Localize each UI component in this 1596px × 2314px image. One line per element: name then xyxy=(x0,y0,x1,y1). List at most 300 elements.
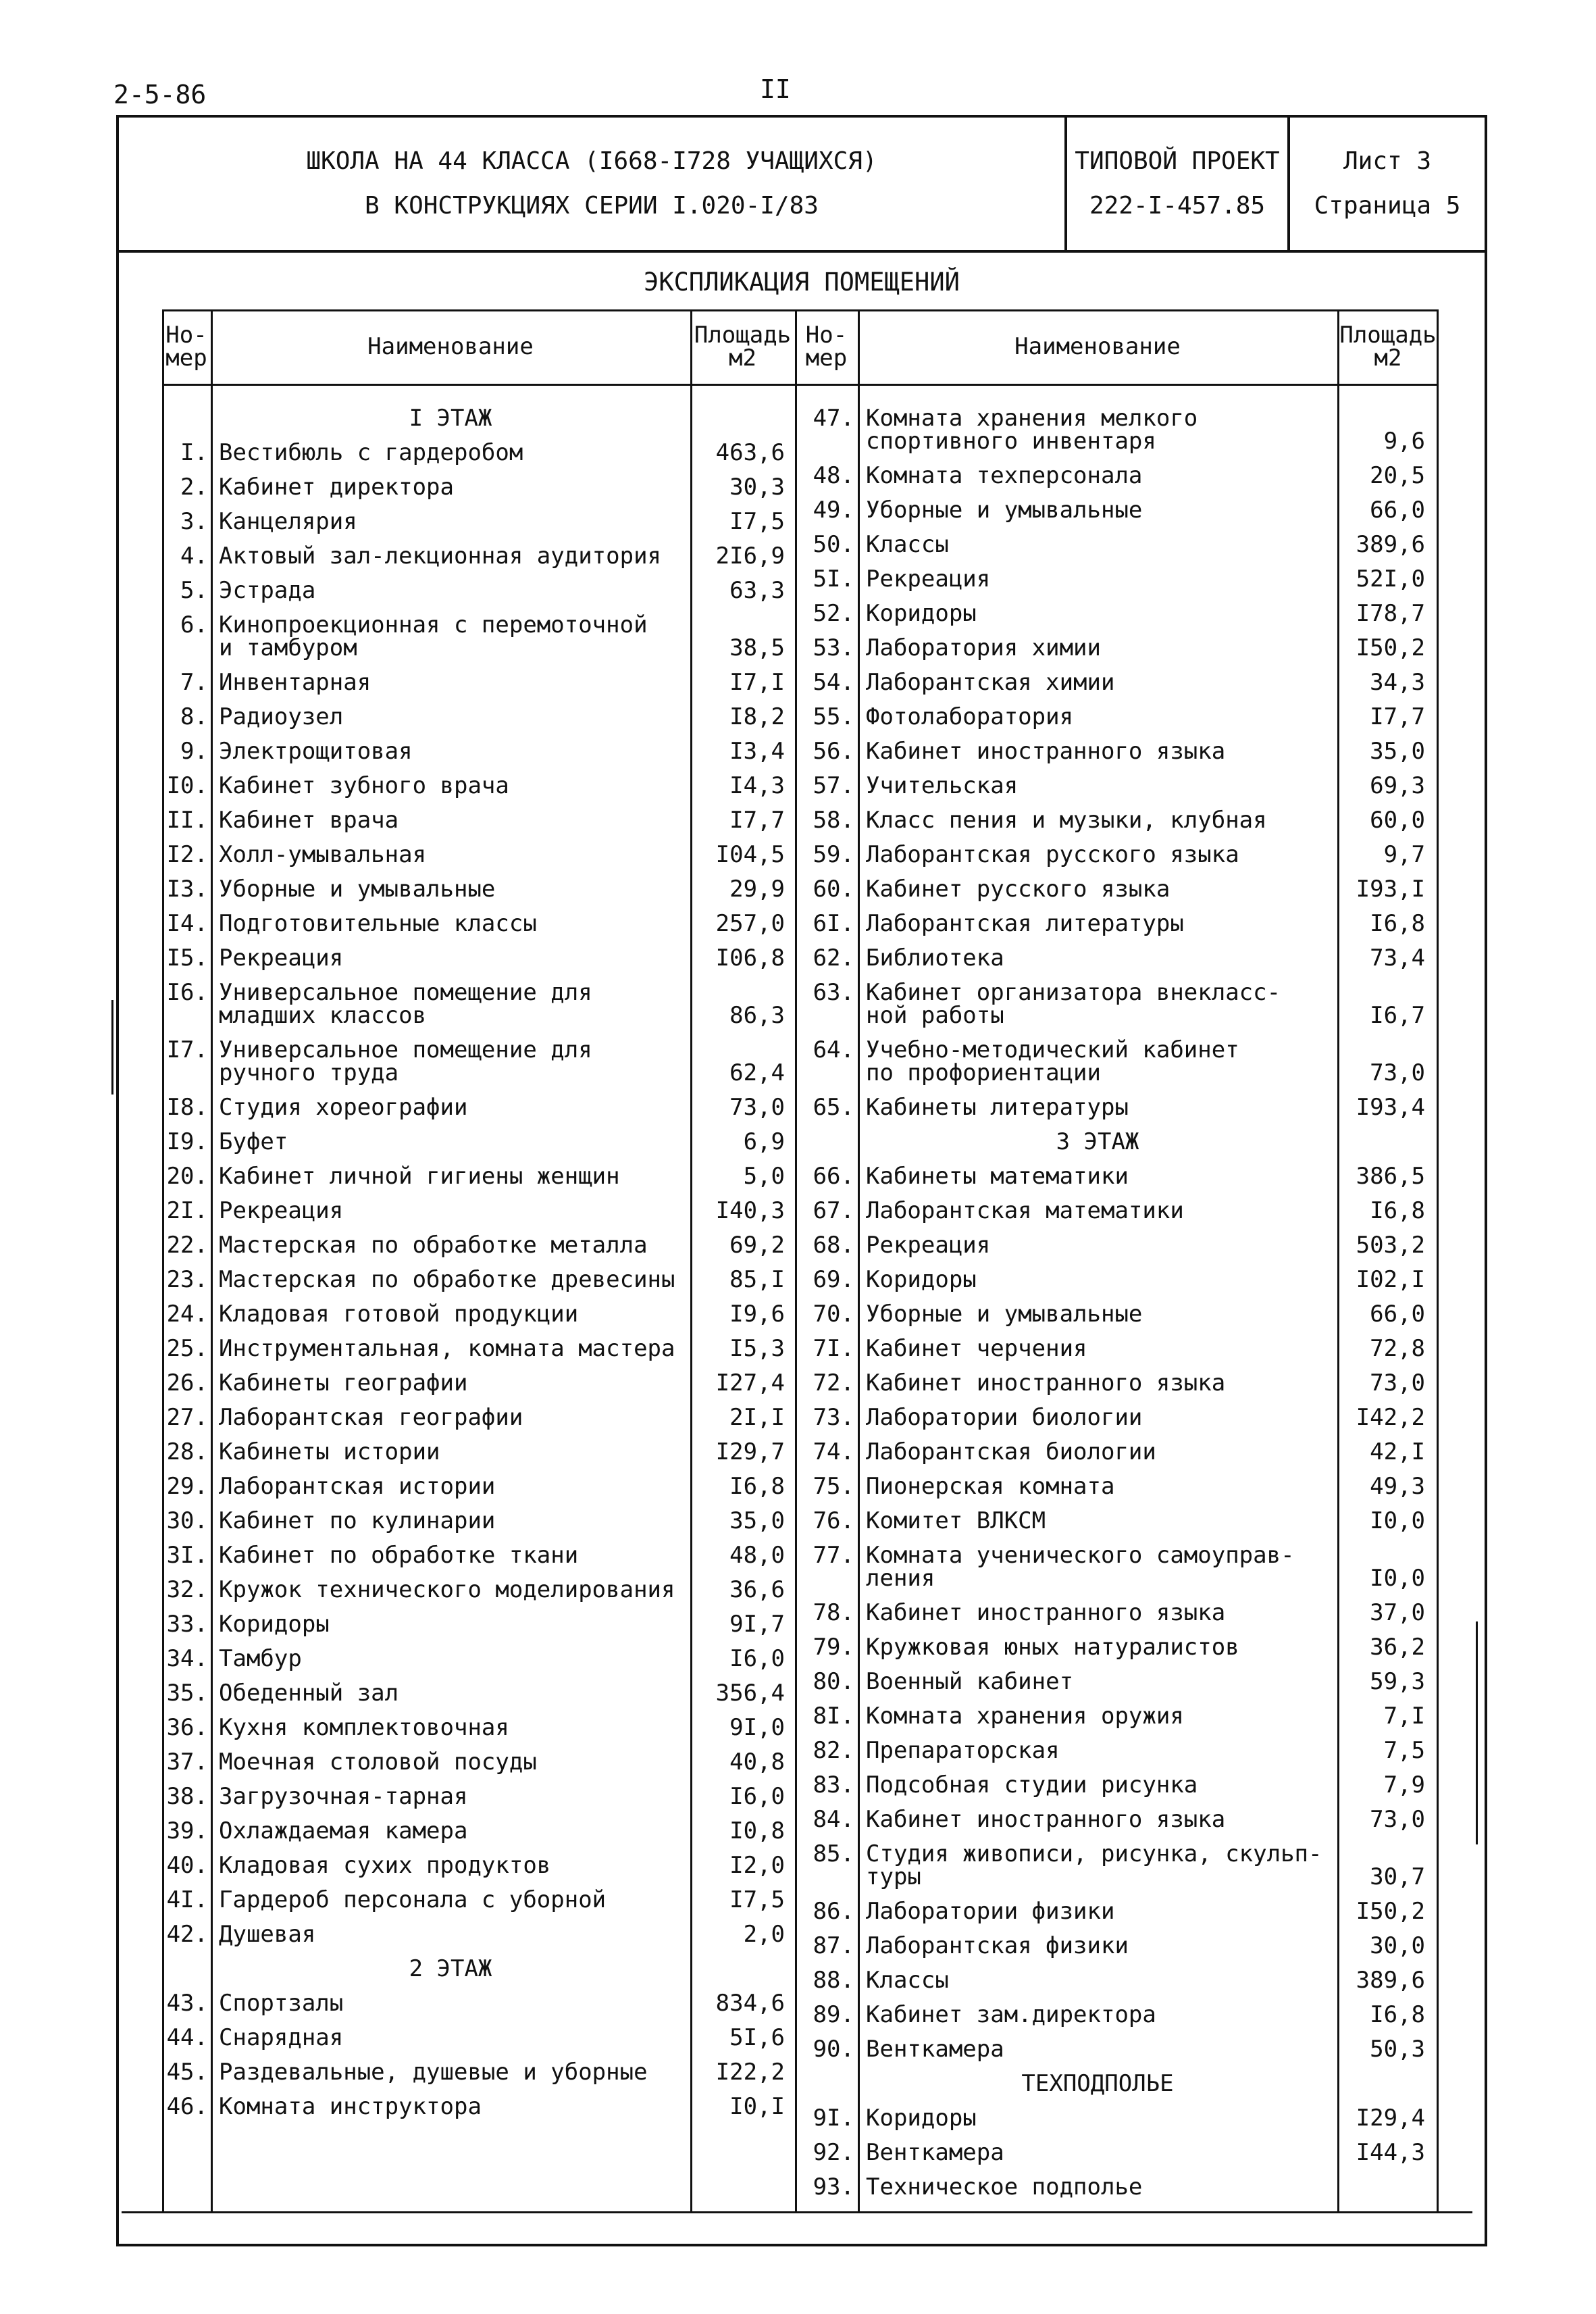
room-number: 76. xyxy=(813,1507,854,1534)
room-number: 2I. xyxy=(166,1197,208,1224)
room-name: Лаборантская русского языка xyxy=(866,841,1239,868)
room-number: 5. xyxy=(180,577,208,604)
room-name: Актовый зал-лекционная аудитория xyxy=(219,543,662,570)
room-area: I4,3 xyxy=(729,772,785,799)
room-number: 64. xyxy=(813,1036,854,1063)
room-number: II. xyxy=(166,807,208,834)
col-header-area-right xyxy=(1337,309,1439,384)
room-name: Эстрада xyxy=(219,577,316,604)
col-divider xyxy=(858,309,860,2211)
room-number: 29. xyxy=(166,1473,208,1500)
room-area: 389,6 xyxy=(1356,531,1425,558)
room-area: 30,7 xyxy=(1370,1863,1425,1890)
table-top-border xyxy=(162,309,1439,311)
room-number: 67. xyxy=(813,1197,854,1224)
sheet-cell xyxy=(1287,118,1485,250)
room-number: 43. xyxy=(166,1990,208,2017)
room-number: 63. xyxy=(813,979,854,1006)
room-area: 30,3 xyxy=(729,474,785,501)
col-header-number-line1: Но- xyxy=(165,322,207,349)
room-number: 57. xyxy=(813,772,854,799)
room-area: 7,5 xyxy=(1383,1737,1425,1764)
room-number: 6. xyxy=(180,611,208,638)
room-name: Комната хранения мелкого xyxy=(866,405,1198,432)
room-number: 73. xyxy=(813,1404,854,1431)
room-number: 66. xyxy=(813,1163,854,1190)
page-label: Страница 5 xyxy=(1314,192,1461,220)
room-name: Тамбур xyxy=(219,1645,302,1672)
table-bottom-border xyxy=(122,2211,1472,2213)
room-number: 27. xyxy=(166,1404,208,1431)
room-name-continuation: и тамбуром xyxy=(219,634,357,661)
col-header-area-line2: м2 xyxy=(729,345,756,372)
room-number: 47. xyxy=(813,405,854,432)
room-name: Кабинеты литературы xyxy=(866,1094,1129,1121)
col-header-name: Наименование xyxy=(1014,333,1181,360)
col-divider xyxy=(795,309,797,2211)
room-number: 4I. xyxy=(166,1886,208,1913)
room-area: 9I,0 xyxy=(729,1714,785,1741)
room-name: Коридоры xyxy=(219,1611,330,1638)
room-area: 59,3 xyxy=(1370,1668,1425,1695)
room-name: Коридоры xyxy=(866,600,977,627)
room-name: Кабинет директора xyxy=(219,474,454,501)
room-number: 89. xyxy=(813,2001,854,2028)
room-area: 30,0 xyxy=(1370,1932,1425,1959)
room-area: I04,5 xyxy=(715,841,785,868)
room-name: Учительская xyxy=(866,772,1019,799)
room-name: Фотолаборатория xyxy=(866,703,1074,730)
room-name: Кабинет иностранного языка xyxy=(866,1599,1226,1626)
room-area: 40,8 xyxy=(729,1749,785,1776)
room-name: Уборные и умывальные xyxy=(866,497,1143,524)
document-code: 2-5-86 xyxy=(113,80,207,109)
room-area: I50,2 xyxy=(1356,1898,1425,1925)
room-number: 50. xyxy=(813,531,854,558)
room-number: 46. xyxy=(166,2093,208,2120)
col-divider xyxy=(1337,309,1339,2211)
floor-section-heading: I ЭТАЖ xyxy=(409,405,492,432)
room-number: 59. xyxy=(813,841,854,868)
room-number: I8. xyxy=(166,1094,208,1121)
room-number: 26. xyxy=(166,1369,208,1397)
room-area: I6,0 xyxy=(729,1645,785,1672)
title-block xyxy=(119,118,1485,253)
room-name: Охлаждаемая камера xyxy=(219,1817,468,1844)
room-area: 36,6 xyxy=(729,1576,785,1603)
room-name-continuation: спортивного инвентаря xyxy=(866,428,1156,455)
room-area: 463,6 xyxy=(715,439,785,466)
room-number: 3. xyxy=(180,508,208,535)
room-name: Военный кабинет xyxy=(866,1668,1074,1695)
room-number: 9. xyxy=(180,738,208,765)
room-number: 93. xyxy=(813,2173,854,2200)
margin-mark-left xyxy=(111,1000,113,1095)
room-area: I7,7 xyxy=(729,807,785,834)
room-name: Кабинет врача xyxy=(219,807,399,834)
room-number: 48. xyxy=(813,462,854,489)
room-area: 37,0 xyxy=(1370,1599,1425,1626)
room-name: Классы xyxy=(866,1967,949,1994)
room-area: I8,2 xyxy=(729,703,785,730)
col-header-number-right xyxy=(795,309,858,384)
room-name: Комната инструктора xyxy=(219,2093,482,2120)
room-number: 72. xyxy=(813,1369,854,1397)
room-number: 24. xyxy=(166,1301,208,1328)
room-number: 40. xyxy=(166,1852,208,1879)
room-number: 4. xyxy=(180,543,208,570)
room-area: 72,8 xyxy=(1370,1335,1425,1362)
room-area: I7,5 xyxy=(729,508,785,535)
room-area: 52I,0 xyxy=(1356,565,1425,593)
room-number: I2. xyxy=(166,841,208,868)
standard-project-cell xyxy=(1064,118,1287,250)
room-number: 8I. xyxy=(813,1703,854,1730)
room-area: 48,0 xyxy=(729,1542,785,1569)
room-number: 37. xyxy=(166,1749,208,1776)
room-area: 34,3 xyxy=(1370,669,1425,696)
room-name: Лаборантская математики xyxy=(866,1197,1184,1224)
room-name: Кабинет русского языка xyxy=(866,876,1170,903)
room-area: I06,8 xyxy=(715,945,785,972)
room-area: 36,2 xyxy=(1370,1634,1425,1661)
room-name: Уборные и умывальные xyxy=(866,1301,1143,1328)
room-area: 73,0 xyxy=(1370,1806,1425,1833)
room-name: Рекреация xyxy=(219,1197,344,1224)
room-name: Лаборантская биологии xyxy=(866,1438,1156,1465)
room-number: 78. xyxy=(813,1599,854,1626)
room-name: Универсальное помещение для xyxy=(219,979,592,1006)
room-name: Уборные и умывальные xyxy=(219,876,496,903)
room-number: 35. xyxy=(166,1680,208,1707)
room-name: Кабинет организатора внекласс- xyxy=(866,979,1281,1006)
page-number: II xyxy=(760,74,791,104)
col-header-area-line1: Площадь xyxy=(694,322,792,349)
room-area: 9,7 xyxy=(1383,841,1425,868)
room-area: 73,0 xyxy=(729,1094,785,1121)
room-name: Душевая xyxy=(219,1921,316,1948)
rooms-table xyxy=(162,309,1439,2211)
room-area: 69,2 xyxy=(729,1232,785,1259)
project-title-line1: ШКОЛА НА 44 КЛАССА (I668-I728 УЧАЩИХСЯ) xyxy=(306,147,877,175)
room-area: 29,9 xyxy=(729,876,785,903)
room-number: 23. xyxy=(166,1266,208,1293)
room-name: Лаборантская химии xyxy=(866,669,1115,696)
room-area: I2,0 xyxy=(729,1852,785,1879)
room-area: I0,8 xyxy=(729,1817,785,1844)
room-number: 33. xyxy=(166,1611,208,1638)
room-name: Классы xyxy=(866,531,949,558)
col-header-area-left xyxy=(690,309,795,384)
room-number: I0. xyxy=(166,772,208,799)
col-header-number-line1: Но- xyxy=(805,322,848,349)
room-area: I6,8 xyxy=(1370,2001,1425,2028)
room-name: Электрощитовая xyxy=(219,738,413,765)
col-divider xyxy=(1437,309,1439,2211)
room-number: 60. xyxy=(813,876,854,903)
col-header-name-right xyxy=(858,309,1337,384)
room-area: I0,0 xyxy=(1370,1565,1425,1592)
col-header-number-line2: мер xyxy=(165,345,207,372)
room-name: Лаборантская физики xyxy=(866,1932,1129,1959)
room-name: Кабинет зубного врача xyxy=(219,772,509,799)
room-name: Кладовая готовой продукции xyxy=(219,1301,579,1328)
room-number: 62. xyxy=(813,945,854,972)
room-name: Кладовая сухих продуктов xyxy=(219,1852,551,1879)
room-name: Инвентарная xyxy=(219,669,371,696)
room-number: 88. xyxy=(813,1967,854,1994)
room-number: 20. xyxy=(166,1163,208,1190)
room-name-continuation: по профориентации xyxy=(866,1059,1101,1086)
room-area: I9,6 xyxy=(729,1301,785,1328)
room-name: Пионерская комната xyxy=(866,1473,1115,1500)
room-name: Подсобная студии рисунка xyxy=(866,1771,1198,1799)
room-area: 257,0 xyxy=(715,910,785,937)
room-area: 389,6 xyxy=(1356,1967,1425,1994)
room-area: 49,3 xyxy=(1370,1473,1425,1500)
room-name: Кабинет иностранного языка xyxy=(866,738,1226,765)
room-name: Подготовительные классы xyxy=(219,910,537,937)
room-number: 54. xyxy=(813,669,854,696)
room-name: Комната ученического самоуправ- xyxy=(866,1542,1295,1569)
project-title-line2: В КОНСТРУКЦИЯХ СЕРИИ I.020-I/83 xyxy=(365,192,819,220)
room-name: Вестибюль с гардеробом xyxy=(219,439,523,466)
room-area: I50,2 xyxy=(1356,634,1425,661)
room-area: I6,8 xyxy=(1370,1197,1425,1224)
room-area: I6,8 xyxy=(1370,910,1425,937)
room-number: 28. xyxy=(166,1438,208,1465)
room-name-continuation: ручного труда xyxy=(219,1059,399,1086)
room-name: Кабинет по кулинарии xyxy=(219,1507,496,1534)
room-name: Кабинеты географии xyxy=(219,1369,468,1397)
room-area: I78,7 xyxy=(1356,600,1425,627)
room-area: I27,4 xyxy=(715,1369,785,1397)
room-area: 2,0 xyxy=(743,1921,785,1948)
room-number: 22. xyxy=(166,1232,208,1259)
room-number: 82. xyxy=(813,1737,854,1764)
room-name: Радиоузел xyxy=(219,703,344,730)
room-number: 36. xyxy=(166,1714,208,1741)
room-area: I29,7 xyxy=(715,1438,785,1465)
room-name: Комната техперсонала xyxy=(866,462,1143,489)
room-number: 44. xyxy=(166,2024,208,2051)
room-name: Класс пения и музыки, клубная xyxy=(866,807,1267,834)
room-number: 34. xyxy=(166,1645,208,1672)
room-area: I44,3 xyxy=(1356,2139,1425,2166)
room-name: Коридоры xyxy=(866,1266,977,1293)
room-name-continuation: ной работы xyxy=(866,1002,1004,1029)
room-area: I42,2 xyxy=(1356,1404,1425,1431)
room-number: 87. xyxy=(813,1932,854,1959)
room-name: Кухня комплектовочная xyxy=(219,1714,509,1741)
room-name-continuation: ления xyxy=(866,1565,935,1592)
room-number: 25. xyxy=(166,1335,208,1362)
room-name: Холл-умывальная xyxy=(219,841,427,868)
room-number: 52. xyxy=(813,600,854,627)
room-name: Мастерская по обработке металла xyxy=(219,1232,648,1259)
room-area: 73,0 xyxy=(1370,1059,1425,1086)
room-number: 69. xyxy=(813,1266,854,1293)
room-name: Венткамера xyxy=(866,2139,1004,2166)
room-number: I. xyxy=(180,439,208,466)
room-area: 38,5 xyxy=(729,634,785,661)
room-area: I7,I xyxy=(729,669,785,696)
room-area: I7,5 xyxy=(729,1886,785,1913)
room-area: 62,4 xyxy=(729,1059,785,1086)
room-area: 73,0 xyxy=(1370,1369,1425,1397)
table-title: ЭКСПЛИКАЦИЯ ПОМЕЩЕНИЙ xyxy=(644,268,960,297)
room-number: 45. xyxy=(166,2059,208,2086)
room-name: Мастерская по обработке древесины xyxy=(219,1266,675,1293)
room-number: 74. xyxy=(813,1438,854,1465)
room-number: 7. xyxy=(180,669,208,696)
room-number: 8. xyxy=(180,703,208,730)
room-number: 85. xyxy=(813,1840,854,1867)
room-area: 63,3 xyxy=(729,577,785,604)
room-area: 66,0 xyxy=(1370,497,1425,524)
room-area: 503,2 xyxy=(1356,1232,1425,1259)
room-name: Универсальное помещение для xyxy=(219,1036,592,1063)
room-name: Раздевальные, душевые и уборные xyxy=(219,2059,648,2086)
room-name: Лаборантская истории xyxy=(219,1473,496,1500)
room-area: 7,9 xyxy=(1383,1771,1425,1799)
room-name: Загрузочная-тарная xyxy=(219,1783,468,1810)
room-name: Техническое подполье xyxy=(866,2173,1143,2200)
room-name: Кружок технического моделирования xyxy=(219,1576,675,1603)
col-header-area-line2: м2 xyxy=(1374,345,1402,372)
room-name: Лаборатория химии xyxy=(866,634,1101,661)
room-name: Кабинет зам.директора xyxy=(866,2001,1156,2028)
room-name: Венткамера xyxy=(866,2036,1004,2063)
room-name-continuation: туры xyxy=(866,1863,921,1890)
room-area: I0,I xyxy=(729,2093,785,2120)
room-name: Рекреация xyxy=(866,565,991,593)
room-name: Лаборатории физики xyxy=(866,1898,1115,1925)
room-number: 5I. xyxy=(813,565,854,593)
room-number: 49. xyxy=(813,497,854,524)
room-area: 6,9 xyxy=(743,1128,785,1155)
room-number: 77. xyxy=(813,1542,854,1569)
room-name: Препараторская xyxy=(866,1737,1060,1764)
room-number: 92. xyxy=(813,2139,854,2166)
sheet-label: Лист 3 xyxy=(1343,147,1432,175)
room-number: I9. xyxy=(166,1128,208,1155)
standard-project-label: ТИПОВОЙ ПРОЕКТ xyxy=(1075,147,1280,175)
room-number: 90. xyxy=(813,2036,854,2063)
room-number: I6. xyxy=(166,979,208,1006)
room-name: Студия хореографии xyxy=(219,1094,468,1121)
room-area: 2I6,9 xyxy=(715,543,785,570)
room-number: 32. xyxy=(166,1576,208,1603)
room-area: 9,6 xyxy=(1383,428,1425,455)
room-number: I7. xyxy=(166,1036,208,1063)
room-name: Кабинет по обработке ткани xyxy=(219,1542,579,1569)
room-name: Кабинет личной гигиены женщин xyxy=(219,1163,620,1190)
floor-section-heading: 3 ЭТАЖ xyxy=(1056,1128,1139,1155)
room-number: 75. xyxy=(813,1473,854,1500)
room-number: 58. xyxy=(813,807,854,834)
room-area: 66,0 xyxy=(1370,1301,1425,1328)
room-number: 9I. xyxy=(813,2105,854,2132)
room-name-continuation: младших классов xyxy=(219,1002,427,1029)
room-name: Кабинет черчения xyxy=(866,1335,1087,1362)
room-area: 35,0 xyxy=(729,1507,785,1534)
room-name: Библиотека xyxy=(866,945,1004,972)
room-name: Студия живописи, рисунка, скульп- xyxy=(866,1840,1322,1867)
room-name: Кабинеты математики xyxy=(866,1163,1129,1190)
room-number: 70. xyxy=(813,1301,854,1328)
room-area: 9I,7 xyxy=(729,1611,785,1638)
room-area: I3,4 xyxy=(729,738,785,765)
room-name: Коридоры xyxy=(866,2105,977,2132)
room-number: 79. xyxy=(813,1634,854,1661)
room-name: Комната хранения оружия xyxy=(866,1703,1184,1730)
room-area: 35,0 xyxy=(1370,738,1425,765)
room-name: Кабинет иностранного языка xyxy=(866,1806,1226,1833)
room-number: 55. xyxy=(813,703,854,730)
room-name: Лаборантская литературы xyxy=(866,910,1184,937)
room-name: Обеденный зал xyxy=(219,1680,399,1707)
room-number: 3I. xyxy=(166,1542,208,1569)
room-number: 56. xyxy=(813,738,854,765)
room-name: Учебно-методический кабинет xyxy=(866,1036,1239,1063)
header-separator xyxy=(162,384,1439,386)
room-number: 84. xyxy=(813,1806,854,1833)
room-name: Лаборатории биологии xyxy=(866,1404,1143,1431)
room-area: 50,3 xyxy=(1370,2036,1425,2063)
room-area: I22,2 xyxy=(715,2059,785,2086)
room-area: I02,I xyxy=(1356,1266,1425,1293)
room-area: I93,4 xyxy=(1356,1094,1425,1121)
room-name: Рекреация xyxy=(866,1232,991,1259)
room-area: I93,I xyxy=(1356,876,1425,903)
room-name: Комитет ВЛКСМ xyxy=(866,1507,1046,1534)
room-number: 38. xyxy=(166,1783,208,1810)
col-header-number-left xyxy=(162,309,211,384)
room-name: Рекреация xyxy=(219,945,344,972)
room-area: 356,4 xyxy=(715,1680,785,1707)
room-area: 5,0 xyxy=(743,1163,785,1190)
room-name: Моечная столовой посуды xyxy=(219,1749,537,1776)
room-area: 85,I xyxy=(729,1266,785,1293)
room-name: Лаборантская географии xyxy=(219,1404,523,1431)
room-number: 68. xyxy=(813,1232,854,1259)
col-header-name-left xyxy=(211,309,690,384)
room-name: Спортзалы xyxy=(219,1990,344,2017)
room-area: I7,7 xyxy=(1370,703,1425,730)
room-area: 7,I xyxy=(1383,1703,1425,1730)
room-area: I40,3 xyxy=(715,1197,785,1224)
room-number: I4. xyxy=(166,910,208,937)
room-area: I0,0 xyxy=(1370,1507,1425,1534)
room-number: 53. xyxy=(813,634,854,661)
room-number: 86. xyxy=(813,1898,854,1925)
room-number: 65. xyxy=(813,1094,854,1121)
room-name: Кабинеты истории xyxy=(219,1438,440,1465)
room-number: 30. xyxy=(166,1507,208,1534)
col-header-number-line2: мер xyxy=(805,345,848,372)
room-area: 60,0 xyxy=(1370,807,1425,834)
room-area: I6,8 xyxy=(729,1473,785,1500)
room-area: 2I,I xyxy=(729,1404,785,1431)
room-name: Кинопроекционная с перемоточной xyxy=(219,611,648,638)
room-name: Гардероб персонала с уборной xyxy=(219,1886,607,1913)
room-area: 73,4 xyxy=(1370,945,1425,972)
room-name: Снарядная xyxy=(219,2024,344,2051)
room-name: Канцелярия xyxy=(219,508,357,535)
room-area: 86,3 xyxy=(729,1002,785,1029)
room-number: 39. xyxy=(166,1817,208,1844)
